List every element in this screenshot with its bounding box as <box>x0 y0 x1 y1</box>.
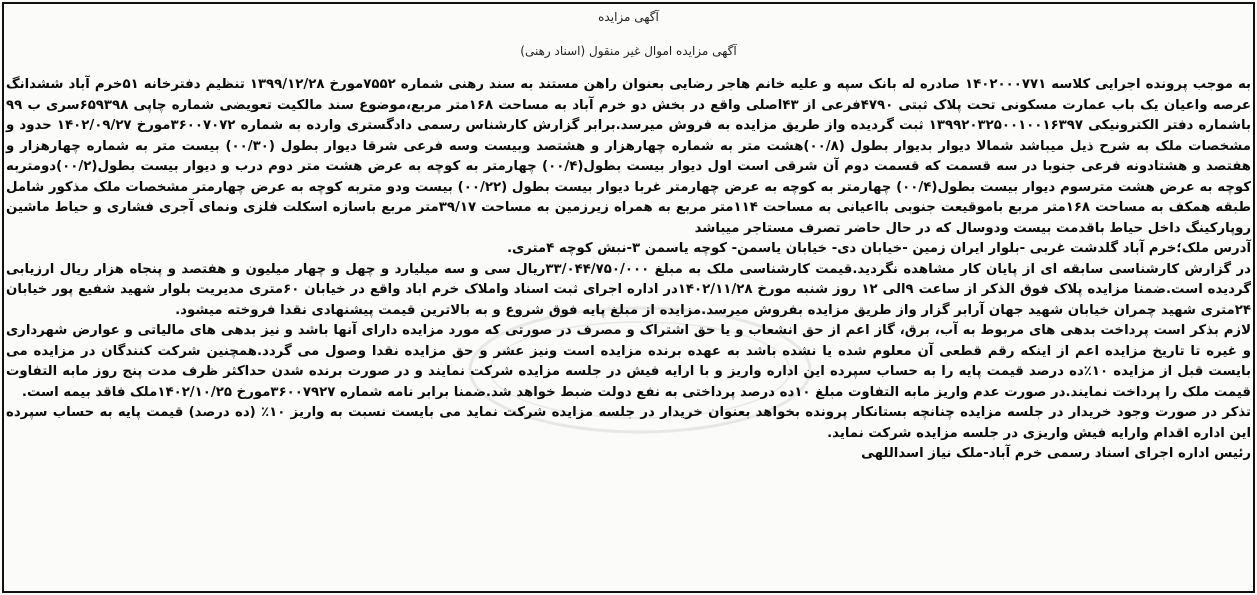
notice-body <box>6 75 1251 465</box>
paragraph-valuation-and-auction: در گزارش کارشناسی سابقه ای از پایان کار مشاهده نگردید.قیمت کارشناسی ملک به مبلغ ۳۳/۰۴۴/۷۵۰/۰۰۰ریال سی و سه میلیارد و چهل و چهار میلیون و هفتصد و پنجاه هزار ریال ارزیابی گردیده است.ضمنا مزایده پلاک فوق الذکر از ساعت ۹الی ۱۲ روز شنبه مورخ ۱۴۰۲/۱۱/۲۸در اداره اجرای ثبت اسناد واملاک خرم اباد واقع در خیابان ۶۰متری مدیریت بلوار شهید شفیع پور خیابان ۲۴متری شهید چمران خیابان شهید جهان آرابر گزار واز طریق مزایده بفروش میرسد.مزایده از مبلغ پایه فوق شروع و به بالاترین قیمت پیشنهادی نقدا فروخته میشود. <box>6 261 1252 318</box>
notice-header <box>0 8 1257 60</box>
paragraph-conditions: لازم بذکر است پرداخت بدهی های مربوط به آب، برق، گاز اعم از حق انشعاب و یا حق اشتراک و مصرف در صورتی که مورد مزایده دارای آنها باشد و نیز بدهی های مالیاتی و عوارض شهرداری و غیره تا تاریخ مزایده اعم از اینکه رقم قطعی آن معلوم شده یا نشده باشد به عهده برنده مزایده است ونیز عشر و حق مزایده نقدا وصول می گردد.همچنین شرکت کنندگان در مزایده می بایست قبل از مزایده ۱۰٪ده درصد قیمت پایه را به حساب سپرده این اداره واریز و با ارایه فیش در جلسه مزایده شرکت نمایند و در صورت برنده شدن حداکثر ظرف مدت پنج روز مابه التفاوت قیمت ملک را پرداخت نمایند.در صورت عدم واریز مابه التفاوت مبلغ ۱۰ده درصد پرداختی به نفع دولت ضبط خواهد شد.ضمنا برابر نامه شماره ۳۶۰۰۷۹۲۷مورخ ۱۴۰۲/۱۰/۲۵ملک فاقد بیمه است. <box>6 323 1251 400</box>
paragraph-note: تذکر در صورت وجود خریدار در جلسه مزایده چنانچه بستانکار پرونده بخواهد بعنوان خریدار در جلسه مزایده شرکت نماید می بایست نسبت به واریز ۱۰٪ (ده درصد) قیمت پایه به حساب سپرده این اداره اقدام وارایه فیش واریزی در جلسه مزایده شرکت نماید. <box>6 405 1252 441</box>
paragraph-address: آدرس ملک؛خرم آباد گلدشت غربی -بلوار ایران زمین -خیابان دی- خیابان یاسمن- کوچه یاسمن ۳-نبش کوچه ۴متری. <box>506 241 1251 256</box>
notice-subtitle: آگهی مزایده اموال غیر منقول (اسناد رهنی) <box>520 44 737 58</box>
paragraph-property-description: به موجب پرونده اجرایی کلاسه ۱۴۰۲۰۰۰۷۷۱ صادره له بانک سپه و علیه خانم هاجر رضایی بعنوان راهن مستند به سند رهنی شماره ۷۵۵۲مورخ ۱۳۹۹/۱۲/۲۸ تنظیم دفترخانه ۵۱خرم آباد ششدانگ عرصه واعیان یک باب عمارت مسکونی تحت پلاک ثبتی ۴۷۹۰فرعی از ۴۳اصلی واقع در بخش دو خرم آباد به مساحت ۱۶۸متر مربع،موضوع سند مالکیت تعویضی شماره چاپی ۶۵۹۳۹۸سری ب ۹۹ باشماره دفتر الکترونیکی ۱۳۹۹۲۰۳۲۵۰۰۱۰۰۱۶۳۹۷ ثبت گردیده واز طریق مزایده به فروش میرسد.برابر گزارش کارشناس رسمی دادگستری وارده به شماره ۳۶۰۰۷۰۷۲مورخ ۱۴۰۲/۰۹/۲۷ حدود و مشخصات ملک به شرح ذیل میباشد شمالا دیوار بدیوار بطول (۰۰/۸)هشت متر به شماره چهارهزار و هشتصد وبیست وسه فرعی شرقا دیوار بطول (۰۰/۳۰) بیست متر به شماره چهارهزار و هفتصد و هشتادونه فرعی جنوبا در سه قسمت که قسمت دوم آن شرقی است اول دیوار بیست بطول(۰۰/۴) چهارمتر به کوچه به عرض هشت متر دوم درب و دیوار بیست بطول(۰۰/۲)دومتربه کوچه به عرض هشت مترسوم دیوار بیست بطول(۰۰/۴) چهارمتر به کوچه به عرض چهارمتر غربا دیوار بیست بطول (۰۰/۲۲) بیست ودو متربه کوچه به عرض چهارمتر مشخصات ملک مذکور شامل طبقه همکف به مساحت ۱۶۸متر مربع باموقیعت جنوبی بااعیانی به مساحت ۱۱۴متر مربع به همراه زیرزمین به مساحت ۳۹/۱۷متر مربع باسازه اسکلت فلزی ونمای آجری فشاری و حیاط ماشین روپارکینگ داخل حیاط باقدمت بیست ودوسال که در حال حاضر تصرف مستاجر میباشد <box>6 77 1252 236</box>
signature-line: رئیس اداره اجرای اسناد رسمی خرم آباد-ملک نیاز اسداللهی <box>861 446 1251 461</box>
notice-title: آگهی مزایده <box>598 10 659 24</box>
